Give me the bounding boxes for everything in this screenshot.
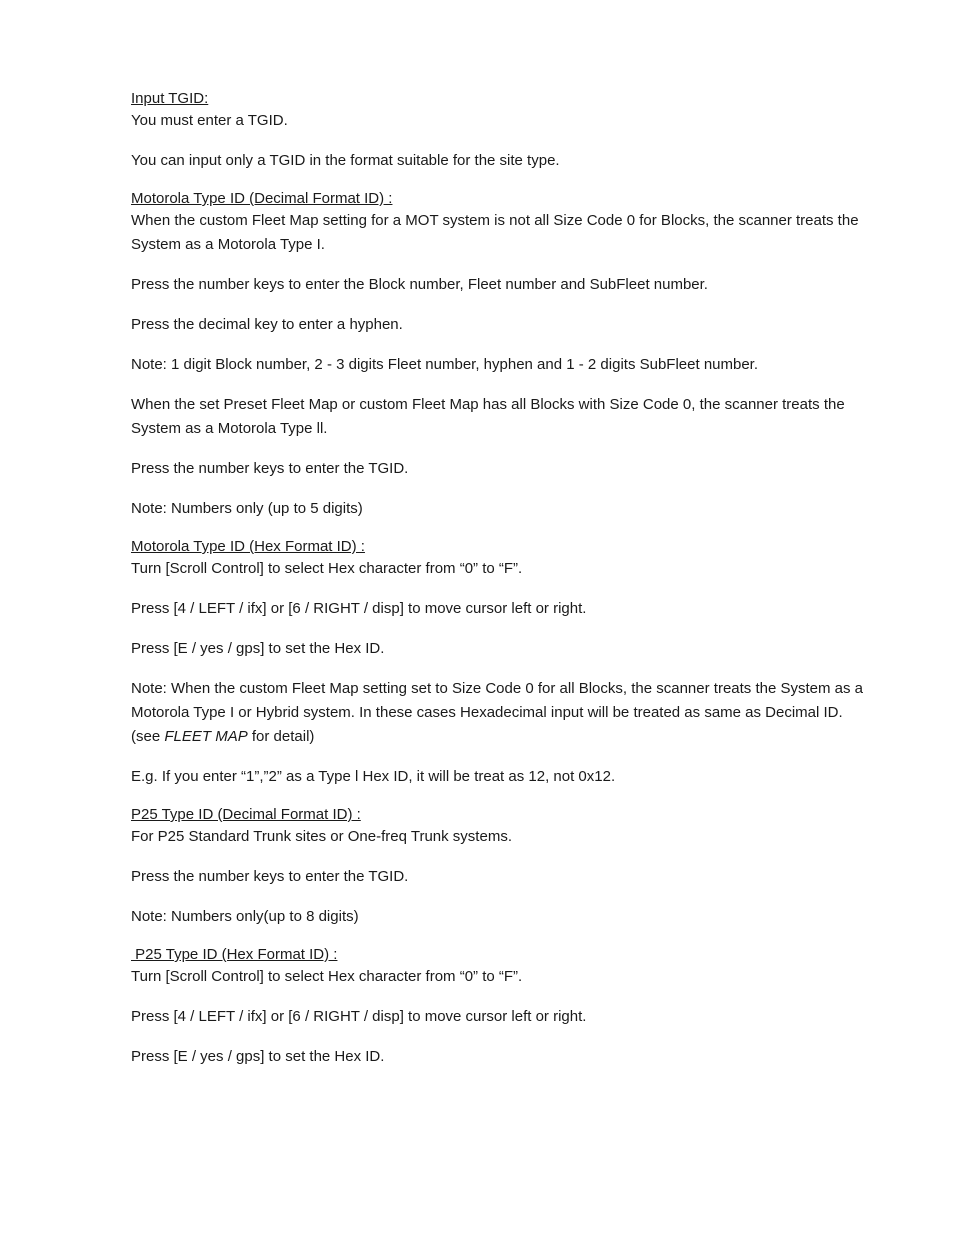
paragraph: Press [4 / LEFT / ifx] or [6 / RIGHT / disp] to move cursor left or right.	[131, 1008, 587, 1025]
section-heading: Motorola Type ID (Decimal Format ID) :	[131, 190, 393, 207]
paragraph: Press the number keys to enter the TGID.	[131, 868, 409, 885]
paragraph: Note: Numbers only(up to 8 digits)	[131, 908, 359, 925]
section-heading: P25 Type ID (Decimal Format ID) :	[131, 806, 361, 823]
section-p25-hex	[131, 945, 876, 989]
section-input-tgid	[131, 89, 876, 133]
note-text-end: for detail)	[247, 728, 315, 745]
paragraph: E.g. If you enter “1”,”2” as a Type l Hex ID, it will be treat as 12, not 0x12.	[131, 768, 616, 785]
paragraph: For P25 Standard Trunk sites or One-freq Trunk systems.	[131, 828, 512, 845]
paragraph: Turn [Scroll Control] to select Hex character from “0” to “F”.	[131, 968, 523, 985]
section-heading: P25 Type ID (Hex Format ID) :	[131, 946, 338, 963]
paragraph-fleet-map-note	[131, 677, 876, 749]
section-heading: Motorola Type ID (Hex Format ID) :	[131, 538, 365, 555]
paragraph: Press [4 / LEFT / ifx] or [6 / RIGHT / disp] to move cursor left or right.	[131, 600, 587, 617]
paragraph: Press the number keys to enter the Block number, Fleet number and SubFleet number.	[131, 276, 708, 293]
section-heading: Input TGID:	[131, 90, 209, 107]
paragraph: Note: 1 digit Block number, 2 - 3 digits Fleet number, hyphen and 1 - 2 digits SubFleet number.	[131, 356, 759, 373]
section-motorola-hex	[131, 537, 876, 581]
paragraph: Press [E / yes / gps] to set the Hex ID.	[131, 640, 385, 657]
paragraph: Turn [Scroll Control] to select Hex character from “0” to “F”.	[131, 560, 523, 577]
note-text: Note: When the custom Fleet Map setting set to Size Code 0 for all Blocks, the scanner treats the System as a Motorola Type I or Hybrid system. In these cases Hexadecimal input will be treated as same as Decimal ID. (see	[131, 680, 864, 745]
paragraph: When the custom Fleet Map setting for a MOT system is not all Size Code 0 for Blocks, the scanner treats the System as a Motorola Type I.	[131, 212, 859, 253]
paragraph: Note: Numbers only (up to 5 digits)	[131, 500, 363, 517]
document-page	[131, 89, 876, 1085]
paragraph: Press the decimal key to enter a hyphen.	[131, 316, 403, 333]
section-motorola-decimal	[131, 189, 876, 257]
paragraph: You must enter a TGID.	[131, 112, 288, 129]
fleet-map-reference: FLEET MAP	[164, 728, 248, 745]
section-p25-decimal	[131, 805, 876, 849]
paragraph: Press the number keys to enter the TGID.	[131, 460, 409, 477]
paragraph: Press [E / yes / gps] to set the Hex ID.	[131, 1048, 385, 1065]
paragraph: You can input only a TGID in the format suitable for the site type.	[131, 152, 560, 169]
paragraph: When the set Preset Fleet Map or custom Fleet Map has all Blocks with Size Code 0, the scanner treats the System as a Motorola Type ll.	[131, 396, 845, 437]
